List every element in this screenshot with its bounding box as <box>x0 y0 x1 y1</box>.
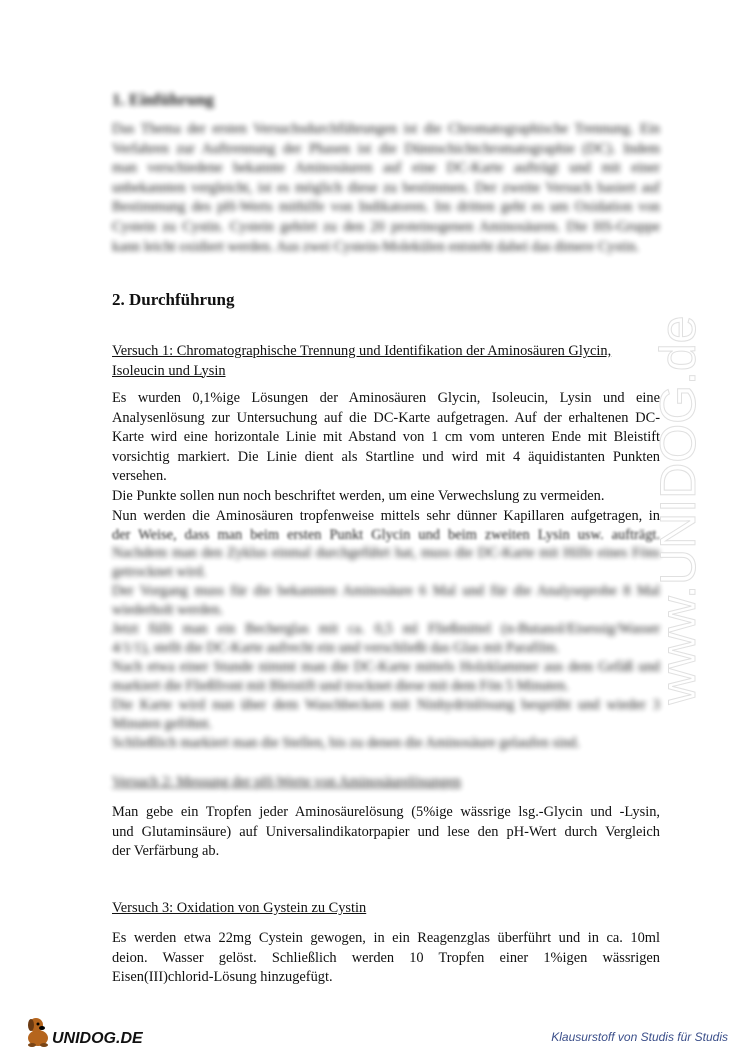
text-line: Nach etwa einer Stunde nimmt man die DC-Karte mittels Holzklammer aus dem Gefäß und <box>112 659 660 675</box>
text-line: Karte wird eine horizontale Linie mit Abstand von 1 cm vom unteren Ende mit Bleistift <box>112 429 660 446</box>
text-line: markiert die Fließfront mit Bleistift und trocknet diese mit dem Fön 5 Minuten. <box>112 678 569 694</box>
versuch-3-title <box>112 899 660 919</box>
text-line: Das Thema der ersten Versuchsdurchführungen ist die Chromatographische Trennung. Ein <box>112 121 660 137</box>
text-line: Minuten geföhnt. <box>112 716 212 732</box>
text-line: unbekannten vergleicht, ist es möglich diese zu bestimmen. Der zweite Versuch basiert auf <box>112 179 660 196</box>
text-line: getrocknet wird. <box>112 564 207 580</box>
text-line: deion. Wasser gelöst. Schließlich werden 10 Tropfen einer 1%igen wässrigen <box>112 949 660 966</box>
text-line: Nun werden die Aminosäuren tropfenweise mittels sehr dünner Kapillaren aufgetragen, in <box>112 507 660 524</box>
text-line: Die Karte wird nun über dem Waschbecken mit Ninhydrinlösung besprüht und wieder 3 <box>112 697 660 713</box>
text-line: kann leicht oxidiert werden. Aus zwei Cystein-Molekülen entsteht dabei das dimere Cystin. <box>112 238 640 255</box>
versuch-1-blurred-body <box>112 544 660 753</box>
text-line: Nachdem man den Zyklus einmal durchgeführt hat, muss die DC-Karte mit Hilfe eines Föns <box>112 545 660 561</box>
text-line: der Weise, dass man beim ersten Punkt Glycin und beim zweiten Lysin usw. aufträgt. <box>112 527 660 544</box>
text-line: Cystein zu Cystin. Cystein gehört zu den 20 proteinogenen Aminosäuren. Die HS-Gruppe <box>112 218 660 235</box>
section-2-heading: 2. Durchführung <box>112 290 235 309</box>
logo-text: UNIDOG.DE <box>52 1030 143 1047</box>
versuch-2-title <box>112 773 660 793</box>
text-line: vorsichtig markiert. Die Linie dient als Startline und wird mit 4 äquidistanten Punkten <box>112 448 660 465</box>
text-line: Jetzt füllt man ein Becherglas mit ca. 0,5 ml Fließmittel (n-Butanol/Eisessig/Wasser <box>112 621 660 637</box>
versuch-2-title-text: Versuch 2: Messung der pH-Werte von Aminosäurelösungen <box>112 774 461 790</box>
versuch-3-body <box>112 929 660 988</box>
section-1-heading: 1. Einführung <box>112 90 215 109</box>
section-1-body <box>112 120 660 257</box>
text-line: Der Vorgang muss für die bekannten Aminosäure 6 Mal und für die Analyseprobe 8 Mal <box>112 583 660 599</box>
text-line: Bestimmung des pH-Werts mithilfe von Indikatoren. Im dritten geht es um Oxidation von <box>112 199 660 216</box>
text-line: Man gebe ein Tropfen jeder Aminosäurelösung (5%ige wässrige lsg.-Glycin und -Lysin, <box>112 804 660 820</box>
text-line: 4/1/1), stellt die DC-Karte aufrecht ein und verschließt das Glas mit Parafilm. <box>112 640 560 656</box>
versuch-1-body <box>112 389 660 546</box>
text-line: Schließlich markiert man die Stellen, bis zu denen die Aminosäure gelaufen sind. <box>112 735 580 751</box>
text-line: Verfahren zur Auftrennung der Phasen ist die Dünnschichtchromatographie (DC). Indem <box>112 140 660 157</box>
text-line: man verschiedene bekannte Aminosäuren auf eine DC-Karte aufträgt und mit einer <box>112 160 660 177</box>
text-line: Es werden etwa 22mg Cystein gewogen, in ein Reagenzglas überführt und in ca. 10ml <box>112 930 660 946</box>
footer-tagline: Klausurstoff von Studis für Studis <box>551 1030 728 1044</box>
text-line: wiederholt werden. <box>112 602 224 618</box>
unidog-logo <box>24 1013 164 1051</box>
text-line: versehen. <box>112 468 167 485</box>
dog-icon <box>28 1018 48 1047</box>
watermark-text: www.UNIDOG.de <box>650 315 707 705</box>
text-line: und Glutaminsäure) auf Universalindikatorpapier und lese den pH-Wert durch Vergleich <box>112 823 660 840</box>
versuch-1-title-line: Versuch 1: Chromatographische Trennung und Identifikation der Aminosäuren Glycin, <box>112 343 612 359</box>
versuch-3-title-text: Versuch 3: Oxidation von Gystein zu Cystin <box>112 900 367 916</box>
text-line: Eisen(III)chlorid-Lösung hinzugefügt. <box>112 969 333 986</box>
text-line: Analysenlösung zur Untersuchung auf die DC-Karte aufgetragen. Auf der erhaltenen DC- <box>112 409 660 426</box>
versuch-2-body <box>112 803 660 862</box>
text-line: der Verfärbung ab. <box>112 843 220 860</box>
text-line: Es wurden 0,1%ige Lösungen der Aminosäuren Glycin, Isoleucin, Lysin und eine <box>112 390 660 406</box>
text-line: Die Punkte sollen nun noch beschriftet werden, um eine Verwechslung zu vermeiden. <box>112 487 605 504</box>
versuch-1-title <box>112 342 660 381</box>
versuch-1-title-line: Isoleucin und Lysin <box>112 362 226 379</box>
